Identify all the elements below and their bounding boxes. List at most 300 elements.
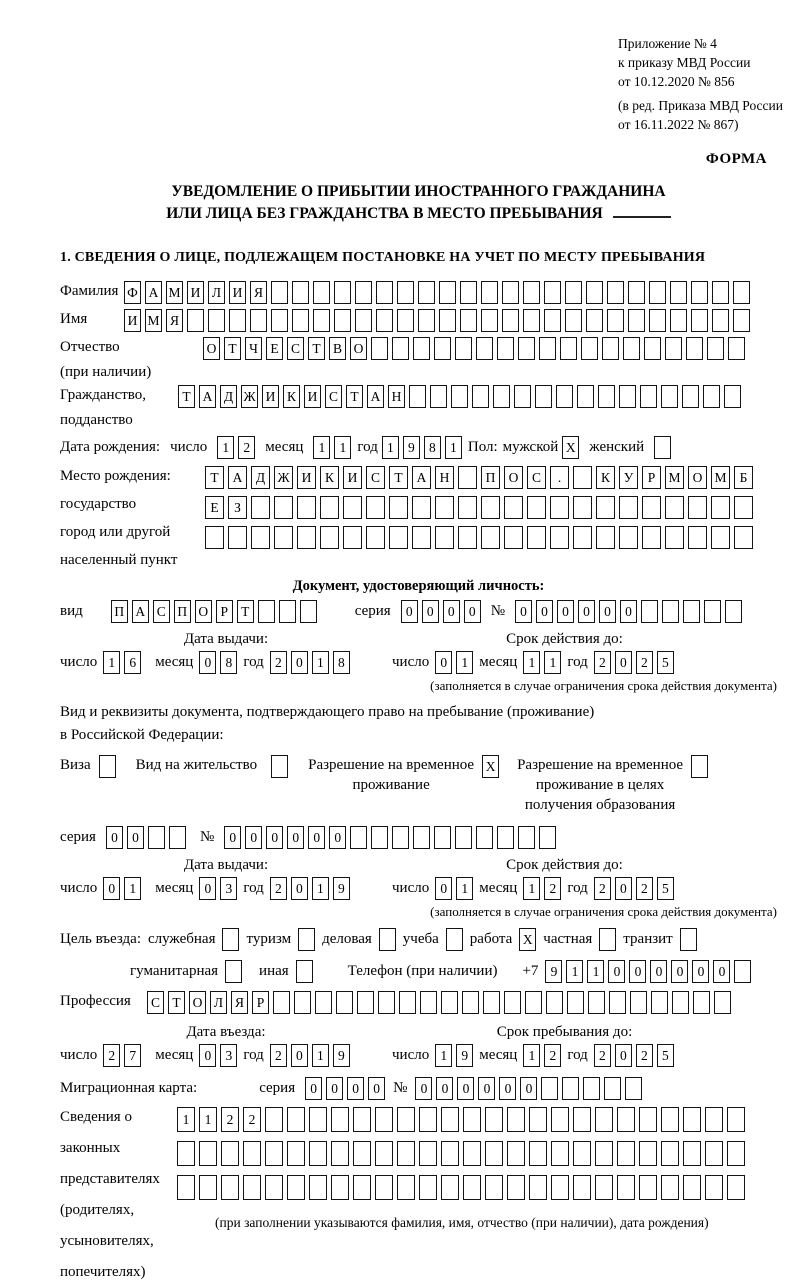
char-box[interactable]: Н [435, 466, 454, 489]
char-box[interactable] [683, 1141, 701, 1166]
char-box[interactable] [693, 991, 710, 1014]
char-box[interactable]: 0 [326, 1077, 343, 1100]
char-box[interactable] [273, 991, 290, 1014]
char-box[interactable]: 0 [422, 600, 439, 623]
char-box[interactable] [357, 991, 374, 1014]
char-box[interactable] [581, 337, 598, 360]
char-box[interactable]: Е [266, 337, 283, 360]
char-box[interactable] [481, 496, 500, 519]
char-box[interactable]: . [550, 466, 569, 489]
char-box[interactable] [507, 1175, 525, 1200]
char-box[interactable] [691, 309, 708, 332]
char-box[interactable] [683, 1107, 701, 1132]
char-box[interactable]: 8 [220, 651, 237, 674]
char-box[interactable]: 8 [424, 436, 441, 459]
char-box[interactable] [688, 496, 707, 519]
char-box[interactable]: 0 [291, 1044, 308, 1067]
char-box[interactable] [504, 526, 523, 549]
char-box[interactable]: 0 [520, 1077, 537, 1100]
char-box[interactable] [476, 826, 493, 849]
char-box[interactable] [397, 281, 414, 304]
char-box[interactable] [462, 991, 479, 1014]
char-box[interactable]: 2 [270, 651, 287, 674]
char-box[interactable]: 2 [636, 651, 653, 674]
char-box[interactable] [334, 281, 351, 304]
char-box[interactable]: 0 [515, 600, 532, 623]
char-box[interactable]: 5 [657, 651, 674, 674]
char-box[interactable] [586, 309, 603, 332]
char-box[interactable] [504, 496, 523, 519]
char-box[interactable] [619, 496, 638, 519]
char-box[interactable]: 9 [403, 436, 420, 459]
char-box[interactable]: В [329, 337, 346, 360]
checkbox[interactable]: X [519, 928, 536, 951]
char-box[interactable] [595, 1107, 613, 1132]
char-box[interactable]: 0 [536, 600, 553, 623]
char-box[interactable]: Д [220, 385, 237, 408]
char-box[interactable]: Л [210, 991, 227, 1014]
char-box[interactable] [376, 281, 393, 304]
char-box[interactable] [389, 526, 408, 549]
char-box[interactable] [331, 1175, 349, 1200]
char-box[interactable] [376, 309, 393, 332]
char-box[interactable]: М [145, 309, 162, 332]
char-box[interactable]: О [504, 466, 523, 489]
char-box[interactable] [434, 826, 451, 849]
char-box[interactable] [502, 281, 519, 304]
char-box[interactable] [682, 385, 699, 408]
char-box[interactable]: 0 [347, 1077, 364, 1100]
char-box[interactable]: И [262, 385, 279, 408]
char-box[interactable] [733, 281, 750, 304]
char-box[interactable] [529, 1107, 547, 1132]
char-box[interactable] [413, 337, 430, 360]
char-box[interactable]: Т [168, 991, 185, 1014]
char-box[interactable]: 0 [620, 600, 637, 623]
char-box[interactable] [649, 281, 666, 304]
char-box[interactable] [573, 1141, 591, 1166]
char-box[interactable]: С [366, 466, 385, 489]
char-box[interactable]: И [304, 385, 321, 408]
checkbox[interactable] [99, 755, 116, 778]
char-box[interactable]: 1 [445, 436, 462, 459]
char-box[interactable]: 0 [287, 826, 304, 849]
char-box[interactable]: 8 [333, 651, 350, 674]
char-box[interactable] [640, 385, 657, 408]
char-box[interactable] [662, 600, 679, 623]
char-box[interactable] [507, 1141, 525, 1166]
char-box[interactable] [350, 826, 367, 849]
char-box[interactable] [556, 385, 573, 408]
char-box[interactable]: М [711, 466, 730, 489]
char-box[interactable] [397, 309, 414, 332]
char-box[interactable]: А [199, 385, 216, 408]
char-box[interactable]: С [287, 337, 304, 360]
char-box[interactable] [455, 826, 472, 849]
char-box[interactable] [665, 526, 684, 549]
char-box[interactable] [292, 281, 309, 304]
char-box[interactable] [418, 309, 435, 332]
char-box[interactable] [573, 526, 592, 549]
char-box[interactable]: 0 [615, 877, 632, 900]
char-box[interactable] [727, 1141, 745, 1166]
char-box[interactable] [688, 526, 707, 549]
char-box[interactable] [630, 991, 647, 1014]
char-box[interactable] [711, 496, 730, 519]
char-box[interactable] [596, 526, 615, 549]
char-box[interactable]: 1 [382, 436, 399, 459]
checkbox[interactable] [691, 755, 708, 778]
char-box[interactable] [551, 1175, 569, 1200]
char-box[interactable]: 9 [333, 877, 350, 900]
char-box[interactable] [724, 385, 741, 408]
char-box[interactable] [483, 991, 500, 1014]
char-box[interactable]: 2 [221, 1107, 239, 1132]
char-box[interactable] [320, 526, 339, 549]
char-box[interactable] [602, 337, 619, 360]
char-box[interactable] [493, 385, 510, 408]
char-box[interactable] [243, 1141, 261, 1166]
char-box[interactable] [539, 826, 556, 849]
char-box[interactable]: П [481, 466, 500, 489]
char-box[interactable] [419, 1141, 437, 1166]
char-box[interactable] [497, 826, 514, 849]
char-box[interactable] [617, 1175, 635, 1200]
char-box[interactable]: Ж [241, 385, 258, 408]
char-box[interactable]: Я [166, 309, 183, 332]
char-box[interactable] [712, 281, 729, 304]
checkbox[interactable] [296, 960, 313, 983]
char-box[interactable] [567, 991, 584, 1014]
char-box[interactable] [287, 1141, 305, 1166]
char-box[interactable]: 0 [199, 651, 216, 674]
char-box[interactable]: 0 [557, 600, 574, 623]
char-box[interactable] [441, 1107, 459, 1132]
char-box[interactable] [458, 496, 477, 519]
char-box[interactable] [527, 496, 546, 519]
char-box[interactable] [672, 991, 689, 1014]
char-box[interactable] [550, 496, 569, 519]
char-box[interactable] [409, 385, 426, 408]
char-box[interactable] [320, 496, 339, 519]
char-box[interactable] [274, 496, 293, 519]
char-box[interactable] [463, 1141, 481, 1166]
char-box[interactable] [565, 281, 582, 304]
char-box[interactable] [525, 991, 542, 1014]
char-box[interactable]: О [688, 466, 707, 489]
char-box[interactable] [287, 1175, 305, 1200]
char-box[interactable]: О [195, 600, 212, 623]
char-box[interactable]: К [596, 466, 615, 489]
char-box[interactable] [279, 600, 296, 623]
char-box[interactable] [573, 466, 592, 489]
char-box[interactable] [313, 309, 330, 332]
char-box[interactable]: 5 [657, 1044, 674, 1067]
char-box[interactable] [265, 1141, 283, 1166]
char-box[interactable]: 9 [333, 1044, 350, 1067]
char-box[interactable] [504, 991, 521, 1014]
char-box[interactable]: 1 [544, 651, 561, 674]
char-box[interactable] [546, 991, 563, 1014]
char-box[interactable] [725, 600, 742, 623]
char-box[interactable]: 3 [220, 1044, 237, 1067]
char-box[interactable]: Я [231, 991, 248, 1014]
char-box[interactable]: 2 [544, 1044, 561, 1067]
char-box[interactable] [705, 1141, 723, 1166]
char-box[interactable]: 0 [308, 826, 325, 849]
char-box[interactable] [661, 1141, 679, 1166]
char-box[interactable]: Я [250, 281, 267, 304]
char-box[interactable]: 0 [435, 651, 452, 674]
char-box[interactable] [497, 337, 514, 360]
char-box[interactable] [418, 281, 435, 304]
char-box[interactable]: 2 [636, 877, 653, 900]
char-box[interactable]: Т [308, 337, 325, 360]
char-box[interactable] [502, 309, 519, 332]
char-box[interactable] [309, 1107, 327, 1132]
char-box[interactable] [485, 1107, 503, 1132]
char-box[interactable]: 0 [599, 600, 616, 623]
char-box[interactable]: 0 [457, 1077, 474, 1100]
char-box[interactable]: 0 [291, 651, 308, 674]
char-box[interactable] [313, 281, 330, 304]
char-box[interactable] [565, 309, 582, 332]
char-box[interactable] [670, 281, 687, 304]
char-box[interactable] [661, 385, 678, 408]
char-box[interactable]: 1 [334, 436, 351, 459]
char-box[interactable] [607, 281, 624, 304]
char-box[interactable] [258, 600, 275, 623]
char-box[interactable]: М [665, 466, 684, 489]
char-box[interactable] [375, 1175, 393, 1200]
char-box[interactable]: А [412, 466, 431, 489]
char-box[interactable] [481, 281, 498, 304]
char-box[interactable] [485, 1175, 503, 1200]
char-box[interactable] [412, 496, 431, 519]
char-box[interactable]: 0 [329, 826, 346, 849]
char-box[interactable]: С [153, 600, 170, 623]
char-box[interactable] [573, 1107, 591, 1132]
char-box[interactable] [251, 496, 270, 519]
char-box[interactable] [661, 1107, 679, 1132]
char-box[interactable] [639, 1107, 657, 1132]
char-box[interactable] [727, 1107, 745, 1132]
char-box[interactable] [573, 496, 592, 519]
char-box[interactable]: 1 [523, 877, 540, 900]
checkbox[interactable] [599, 928, 616, 951]
char-box[interactable]: У [619, 466, 638, 489]
char-box[interactable]: 3 [220, 877, 237, 900]
char-box[interactable] [551, 1141, 569, 1166]
char-box[interactable] [639, 1141, 657, 1166]
char-box[interactable] [458, 526, 477, 549]
char-box[interactable] [375, 1107, 393, 1132]
char-box[interactable] [397, 1107, 415, 1132]
char-box[interactable]: О [203, 337, 220, 360]
char-box[interactable] [199, 1175, 217, 1200]
char-box[interactable] [712, 309, 729, 332]
char-box[interactable] [294, 991, 311, 1014]
char-box[interactable]: 0 [368, 1077, 385, 1100]
char-box[interactable]: Л [208, 281, 225, 304]
char-box[interactable]: 0 [199, 1044, 216, 1067]
char-box[interactable] [331, 1107, 349, 1132]
char-box[interactable]: 1 [523, 1044, 540, 1067]
char-box[interactable] [644, 337, 661, 360]
char-box[interactable]: Т [205, 466, 224, 489]
char-box[interactable] [649, 309, 666, 332]
char-box[interactable] [435, 496, 454, 519]
char-box[interactable]: Е [205, 496, 224, 519]
char-box[interactable] [704, 600, 721, 623]
char-box[interactable]: О [189, 991, 206, 1014]
char-box[interactable]: 1 [199, 1107, 217, 1132]
char-box[interactable] [623, 337, 640, 360]
checkbox[interactable] [225, 960, 242, 983]
char-box[interactable] [628, 281, 645, 304]
char-box[interactable]: 2 [243, 1107, 261, 1132]
char-box[interactable] [523, 281, 540, 304]
char-box[interactable] [476, 337, 493, 360]
char-box[interactable] [451, 385, 468, 408]
char-box[interactable] [460, 281, 477, 304]
char-box[interactable] [243, 1175, 261, 1200]
char-box[interactable]: 1 [312, 651, 329, 674]
char-box[interactable]: А [132, 600, 149, 623]
char-box[interactable]: 0 [608, 960, 625, 983]
char-box[interactable] [551, 1107, 569, 1132]
char-box[interactable] [309, 1141, 327, 1166]
char-box[interactable] [434, 337, 451, 360]
char-box[interactable] [485, 1141, 503, 1166]
char-box[interactable]: 0 [199, 877, 216, 900]
char-box[interactable]: 1 [523, 651, 540, 674]
char-box[interactable] [734, 526, 753, 549]
checkbox[interactable] [298, 928, 315, 951]
char-box[interactable]: 0 [499, 1077, 516, 1100]
char-box[interactable] [375, 1141, 393, 1166]
checkbox[interactable] [222, 928, 239, 951]
char-box[interactable]: З [228, 496, 247, 519]
char-box[interactable] [463, 1175, 481, 1200]
char-box[interactable]: 1 [217, 436, 234, 459]
char-box[interactable] [518, 826, 535, 849]
char-box[interactable] [250, 309, 267, 332]
char-box[interactable] [642, 496, 661, 519]
char-box[interactable] [609, 991, 626, 1014]
char-box[interactable]: 1 [177, 1107, 195, 1132]
char-box[interactable] [366, 526, 385, 549]
char-box[interactable] [596, 496, 615, 519]
char-box[interactable]: 0 [435, 877, 452, 900]
char-box[interactable] [514, 385, 531, 408]
char-box[interactable] [366, 496, 385, 519]
char-box[interactable]: 0 [291, 877, 308, 900]
char-box[interactable] [221, 1175, 239, 1200]
char-box[interactable] [714, 991, 731, 1014]
char-box[interactable] [169, 826, 186, 849]
char-box[interactable]: 0 [615, 1044, 632, 1067]
char-box[interactable] [686, 337, 703, 360]
char-box[interactable] [371, 337, 388, 360]
char-box[interactable] [527, 526, 546, 549]
char-box[interactable] [535, 385, 552, 408]
char-box[interactable]: 0 [443, 600, 460, 623]
char-box[interactable]: 1 [456, 877, 473, 900]
char-box[interactable]: 1 [312, 877, 329, 900]
char-box[interactable]: А [367, 385, 384, 408]
char-box[interactable]: Д [251, 466, 270, 489]
char-box[interactable]: Р [252, 991, 269, 1014]
char-box[interactable] [177, 1141, 195, 1166]
char-box[interactable]: 1 [566, 960, 583, 983]
char-box[interactable] [392, 826, 409, 849]
char-box[interactable] [588, 991, 605, 1014]
char-box[interactable] [271, 281, 288, 304]
char-box[interactable] [378, 991, 395, 1014]
char-box[interactable]: 0 [671, 960, 688, 983]
char-box[interactable] [355, 309, 372, 332]
char-box[interactable]: К [283, 385, 300, 408]
char-box[interactable]: 0 [692, 960, 709, 983]
char-box[interactable]: Ж [274, 466, 293, 489]
char-box[interactable] [705, 1107, 723, 1132]
char-box[interactable] [518, 337, 535, 360]
char-box[interactable] [595, 1141, 613, 1166]
checkbox[interactable] [379, 928, 396, 951]
char-box[interactable] [271, 309, 288, 332]
char-box[interactable]: 0 [401, 600, 418, 623]
char-box[interactable] [441, 1141, 459, 1166]
char-box[interactable]: И [187, 281, 204, 304]
char-box[interactable] [541, 1077, 558, 1100]
char-box[interactable] [598, 385, 615, 408]
char-box[interactable] [661, 1175, 679, 1200]
char-box[interactable]: И [343, 466, 362, 489]
char-box[interactable] [397, 1175, 415, 1200]
char-box[interactable] [441, 991, 458, 1014]
char-box[interactable]: 2 [636, 1044, 653, 1067]
char-box[interactable] [187, 309, 204, 332]
char-box[interactable] [343, 526, 362, 549]
char-box[interactable] [309, 1175, 327, 1200]
char-box[interactable]: Ф [124, 281, 141, 304]
char-box[interactable] [439, 281, 456, 304]
char-box[interactable]: Ч [245, 337, 262, 360]
char-box[interactable] [733, 309, 750, 332]
char-box[interactable] [389, 496, 408, 519]
char-box[interactable]: 0 [478, 1077, 495, 1100]
char-box[interactable] [560, 337, 577, 360]
char-box[interactable]: 1 [313, 436, 330, 459]
char-box[interactable] [625, 1077, 642, 1100]
char-box[interactable]: И [229, 281, 246, 304]
char-box[interactable]: Р [216, 600, 233, 623]
char-box[interactable] [529, 1141, 547, 1166]
char-box[interactable]: М [166, 281, 183, 304]
char-box[interactable] [507, 1107, 525, 1132]
char-box[interactable] [265, 1175, 283, 1200]
char-box[interactable] [331, 1141, 349, 1166]
char-box[interactable]: 0 [615, 651, 632, 674]
char-box[interactable] [481, 309, 498, 332]
char-box[interactable]: 7 [124, 1044, 141, 1067]
char-box[interactable] [292, 309, 309, 332]
char-box[interactable] [617, 1107, 635, 1132]
char-box[interactable] [617, 1141, 635, 1166]
char-box[interactable] [642, 526, 661, 549]
char-box[interactable]: 0 [629, 960, 646, 983]
